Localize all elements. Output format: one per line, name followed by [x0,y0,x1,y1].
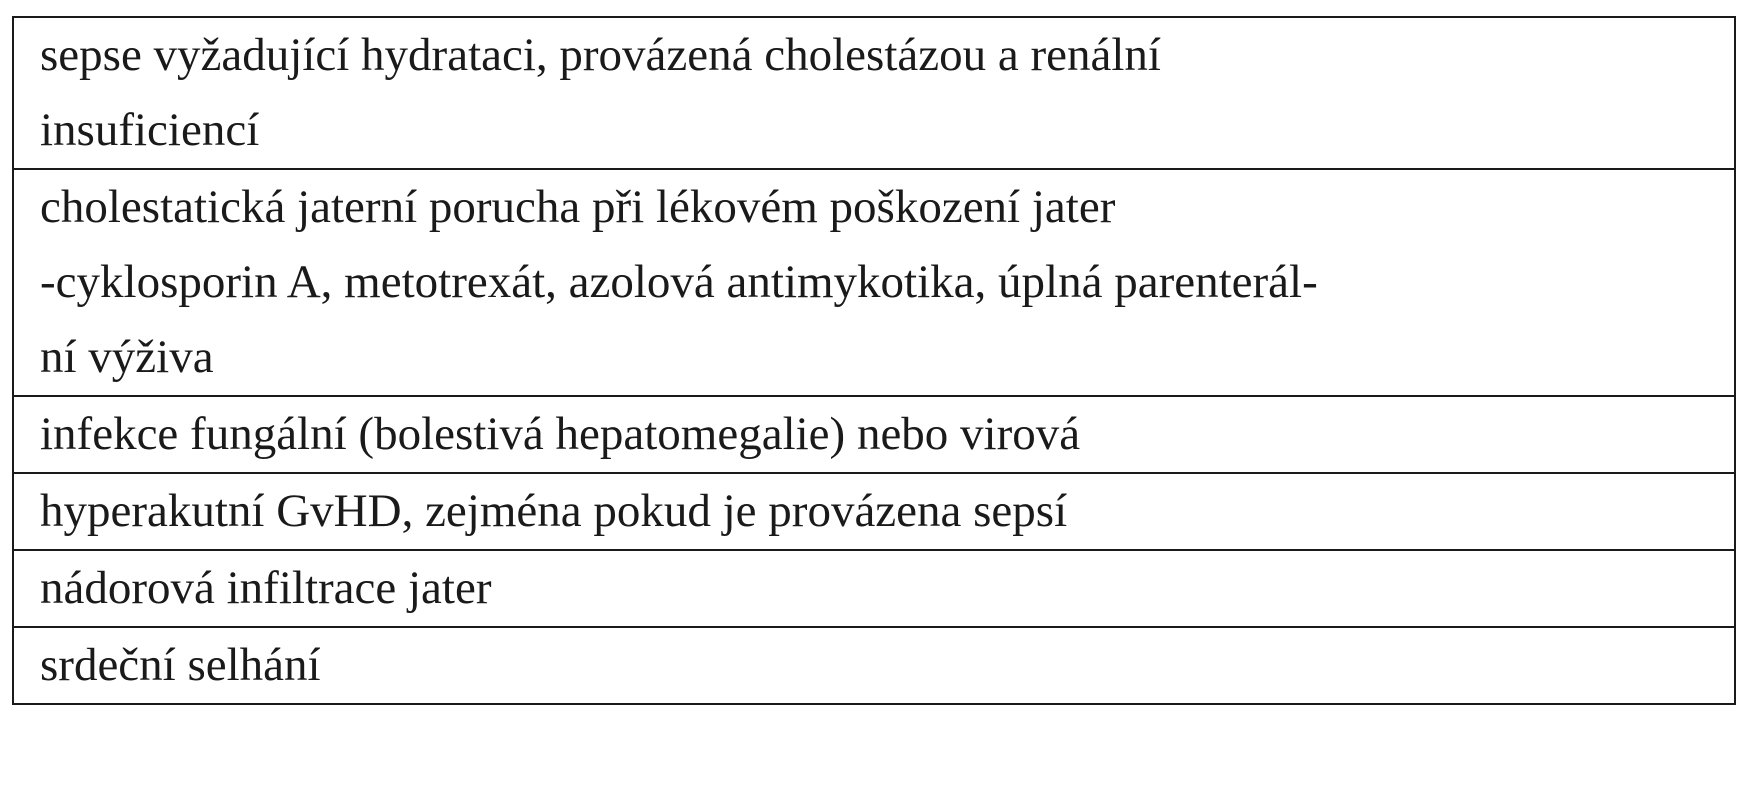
table-row [13,169,1735,396]
table-cell [13,169,1735,396]
table-cell [13,627,1735,704]
table-cell [13,473,1735,550]
table-row [13,627,1735,704]
table-cell [13,396,1735,473]
table-row [13,473,1735,550]
cell-text-line: hyperakutní GvHD, zejména pokud je provázena sepsí [40,485,1068,537]
table-row [13,396,1735,473]
cell-text-line: cholestatická jaterní porucha při lékovém poškození jater [40,181,1116,233]
table-cell [13,17,1735,169]
table-cell [13,550,1735,627]
cell-text-line: sepse vyžadující hydrataci, provázená cholestázou a renální [40,29,1161,81]
table-row [13,17,1735,169]
cell-text-line: ní výživa [40,331,214,383]
cell-text-line: infekce fungální (bolestivá hepatomegalie) nebo virová [40,408,1081,460]
cell-text-line: nádorová infiltrace jater [40,562,492,614]
causes-table [12,16,1736,705]
table-row [13,550,1735,627]
cell-text-line: insuficiencí [40,104,260,156]
cell-text-line: -cyklosporin A, metotrexát, azolová antimykotika, úplná parenterál- [40,256,1318,308]
cell-text-line: srdeční selhání [40,639,321,691]
